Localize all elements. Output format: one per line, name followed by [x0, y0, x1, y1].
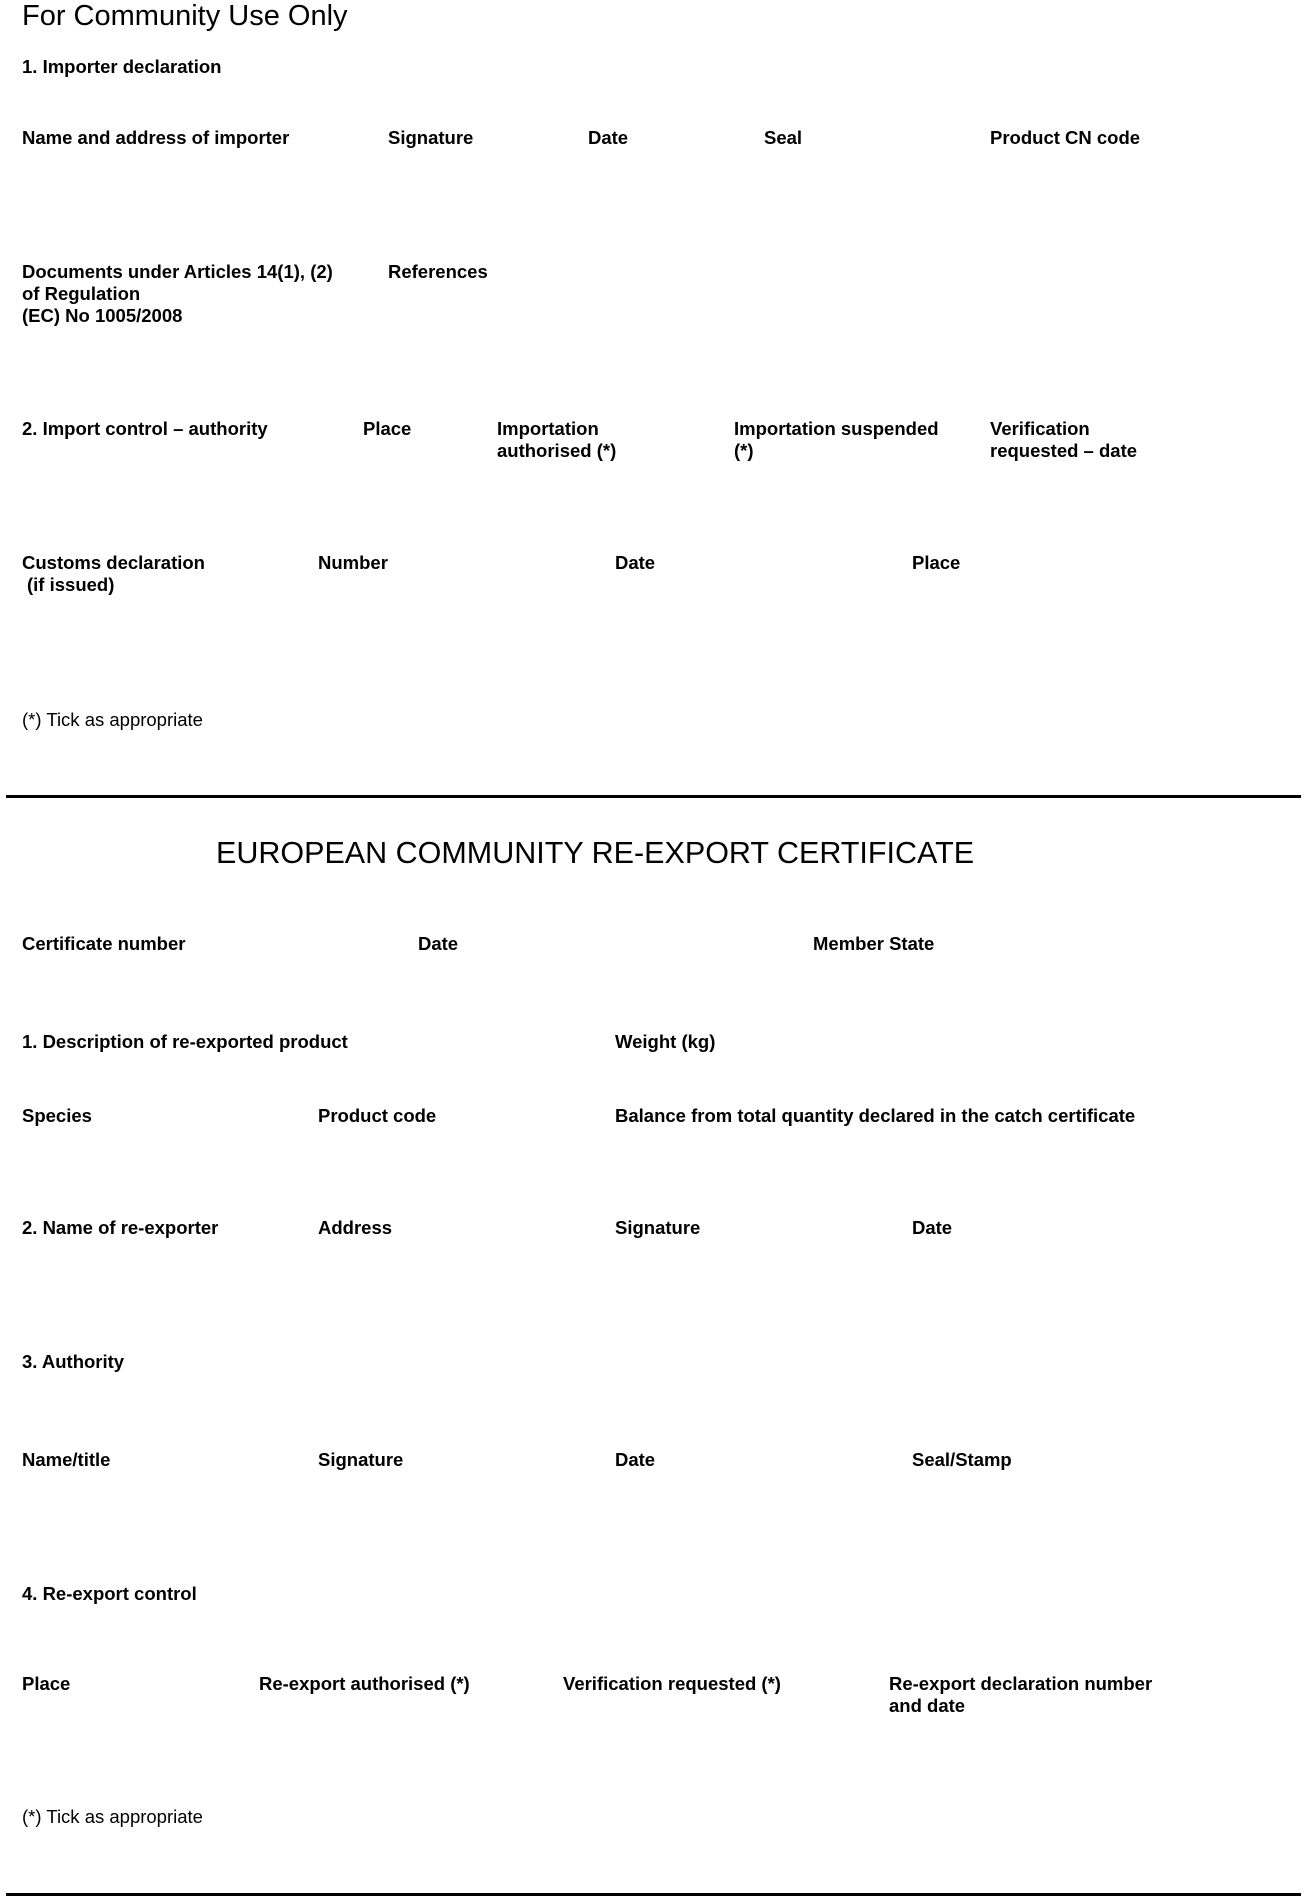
product-code-label: Product code [318, 1105, 437, 1126]
section-divider [6, 795, 1301, 798]
product-cn-code-label: Product CN code [990, 127, 1141, 148]
reexport-authorised-label: Re-export authorised (*) [259, 1673, 470, 1694]
certificate-date-label: Date [418, 933, 459, 954]
balance-label: Balance from total quantity declared in the catch certificate [615, 1105, 1136, 1126]
bottom-divider [6, 1893, 1301, 1896]
customs-declaration-line-2: (if issued) [27, 574, 115, 595]
importation-authorised-line-1: Importation [497, 418, 599, 439]
member-state-label: Member State [813, 933, 935, 954]
customs-number-label: Number [318, 552, 388, 573]
customs-declaration-line-1: Customs declaration [22, 552, 205, 573]
customs-date-label: Date [615, 552, 656, 573]
importation-suspended-line-2: (*) [734, 440, 754, 461]
importer-date-label: Date [588, 127, 629, 148]
reexport-declaration-line-1: Re-export declaration number [889, 1673, 1153, 1694]
reexporter-signature-label: Signature [615, 1217, 701, 1238]
reexport-control-heading: 4. Re-export control [22, 1583, 197, 1604]
authority-name-title-label: Name/title [22, 1449, 111, 1470]
authority-seal-stamp-label: Seal/Stamp [912, 1449, 1012, 1470]
page-title: For Community Use Only [22, 0, 348, 32]
customs-place-label: Place [912, 552, 961, 573]
authority-date-label: Date [615, 1449, 656, 1470]
references-label: References [388, 261, 488, 282]
reexport-place-label: Place [22, 1673, 71, 1694]
description-heading: 1. Description of re-exported product [22, 1031, 348, 1052]
documents-line-2: of Regulation [22, 283, 141, 304]
authority-heading: 3. Authority [22, 1351, 125, 1372]
documents-line-3: (EC) No 1005/2008 [22, 305, 183, 326]
reexport-declaration-line-2: and date [889, 1695, 966, 1716]
importation-suspended-line-1: Importation suspended [734, 418, 939, 439]
documents-line-1: Documents under Articles 14(1), (2) [22, 261, 333, 282]
importer-seal-label: Seal [764, 127, 803, 148]
weight-label: Weight (kg) [615, 1031, 716, 1052]
importation-authorised-line-2: authorised (*) [497, 440, 617, 461]
importer-signature-label: Signature [388, 127, 474, 148]
importer-declaration-heading: 1. Importer declaration [22, 56, 222, 77]
authority-signature-label: Signature [318, 1449, 404, 1470]
reexport-verification-requested-label: Verification requested (*) [563, 1673, 781, 1694]
tick-note: (*) Tick as appropriate [22, 709, 203, 730]
reexport-tick-note: (*) Tick as appropriate [22, 1806, 203, 1827]
verification-requested-line-1: Verification [990, 418, 1090, 439]
reexport-certificate-title: EUROPEAN COMMUNITY RE-EXPORT CERTIFICATE [216, 836, 975, 870]
verification-requested-line-2: requested – date [990, 440, 1138, 461]
importer-name-address-label: Name and address of importer [22, 127, 290, 148]
import-control-heading: 2. Import control – authority [22, 418, 268, 439]
import-control-place-label: Place [363, 418, 412, 439]
certificate-number-label: Certificate number [22, 933, 186, 954]
reexporter-heading: 2. Name of re-exporter [22, 1217, 219, 1238]
reexporter-address-label: Address [318, 1217, 393, 1238]
species-label: Species [22, 1105, 92, 1126]
reexporter-date-label: Date [912, 1217, 953, 1238]
